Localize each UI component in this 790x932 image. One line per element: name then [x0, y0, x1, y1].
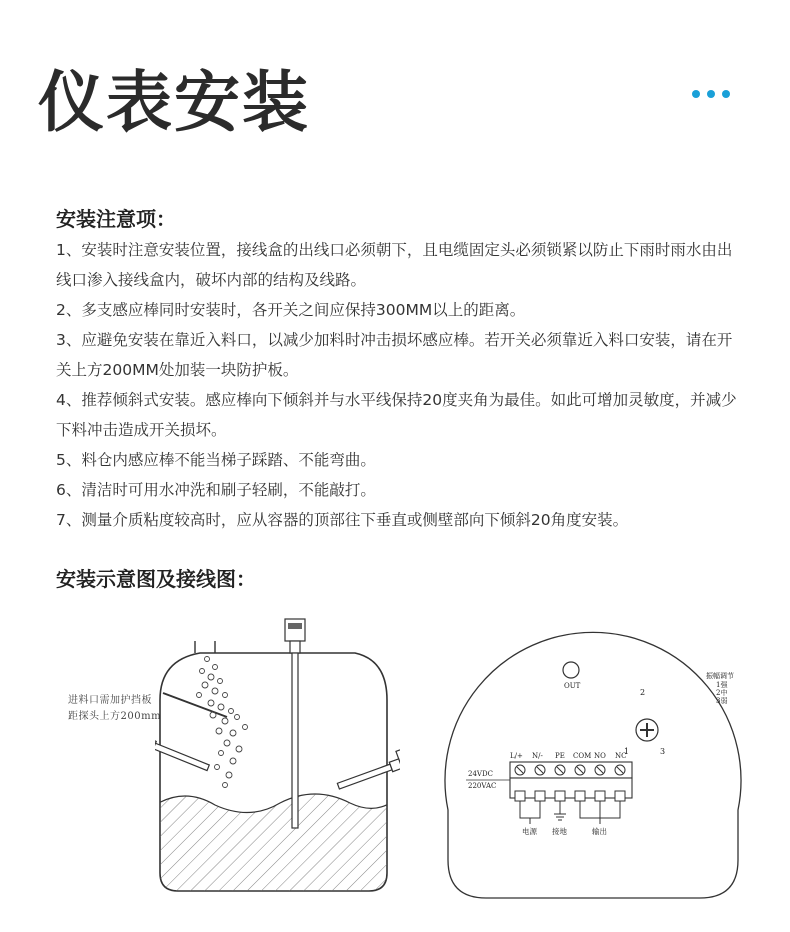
terminal-label: PE — [555, 752, 565, 760]
position-1: 1 — [624, 747, 630, 756]
adjust-option-1: 1强 — [716, 681, 728, 689]
note-item: 7、测量介质粘度较高时，应从容器的顶部往下垂直或侧壁部向下倾斜20角度安装。 — [56, 511, 629, 529]
note-item: 5、料仓内感应棒不能当梯子踩踏、不能弯曲。 — [56, 451, 376, 469]
note-item: 2、多支感应棒同时安装时，各开关之间应保持300MM以上的距离。 — [56, 301, 526, 319]
terminal-label: NC — [615, 752, 627, 760]
note-item: 4、推荐倾斜式安装。感应棒向下倾斜并与水平线保持20度夹角为最佳。如此可增加灵敏度，并减少下料冲击造成开关损坏。 — [56, 391, 737, 439]
page-title: 仪表安装 — [38, 64, 310, 141]
section-title-diagrams: 安装示意图及接线图： — [56, 567, 256, 591]
terminal-label: L/+ — [510, 752, 523, 760]
terminal-label: COM — [573, 752, 592, 760]
tank-installation-diagram — [155, 615, 400, 905]
notes-list — [56, 235, 746, 535]
terminal-label: NO — [594, 752, 606, 760]
position-3: 3 — [660, 747, 666, 756]
group-power-label: 电源 — [522, 827, 537, 836]
probe-right — [334, 747, 400, 799]
adjust-option-2: 2中 — [716, 689, 728, 697]
voltage-ac-label: 220VAC — [468, 782, 497, 790]
terminal-label: N/- — [532, 752, 543, 760]
section-title-notes: 安装注意项： — [56, 207, 176, 231]
position-2: 2 — [640, 688, 646, 697]
group-ground-label: 接地 — [552, 827, 567, 836]
adjust-title: 振幅调节 — [706, 672, 734, 680]
tank-note-line1: 进料口需加护挡板 — [68, 695, 152, 706]
note-item: 3、应避免安装在靠近入料口，以减少加料时冲击损坏感应棒。若开关必须靠近入料口安装，请在开关上方200MM处加装一块防护板。 — [56, 331, 733, 379]
voltage-dc-label: 24VDC — [468, 770, 493, 778]
material-fill — [155, 794, 395, 905]
tank-note-line2: 距探头上方200mm — [68, 711, 162, 722]
out-label: OUT — [564, 682, 581, 690]
more-dots-icon — [692, 90, 730, 98]
note-item: 1、安装时注意安装位置，接线盒的出线口必须朝下，且电缆固定头必须锁紧以防止下雨时雨水由出线口渗入接线盒内，破坏内部的结构及线路。 — [56, 241, 733, 289]
wiring-diagram — [438, 630, 748, 905]
probe-left — [155, 725, 213, 780]
group-output-label: 输出 — [592, 827, 607, 836]
note-item: 6、清洁时可用水冲洗和刷子轻刷，不能敲打。 — [56, 481, 376, 499]
protective-plate — [163, 693, 227, 717]
out-indicator — [563, 662, 579, 678]
adjust-option-3: 3弱 — [716, 697, 728, 705]
terminal-block — [510, 762, 632, 778]
